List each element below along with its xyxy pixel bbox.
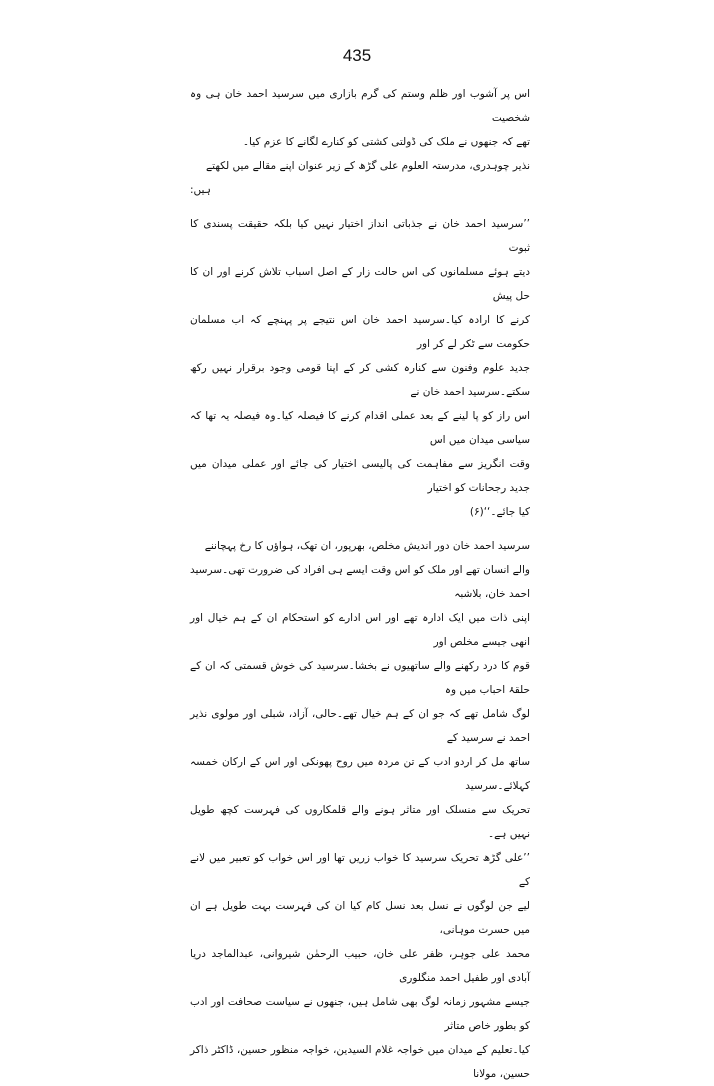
- block-quote-2: ’’علی گڑھ تحریک سرسید کا خواب زریں تھا اور اس خواب کو تعبیر میں لانے کے لیے جن لوگوں نے نسل بعد نسل کام کیا ان کی فہرست بہت طویل ہے ان میں حسرت موہانی، محمد علی جوہر، ظفر علی خان، حبیب الرحمٰن شیروانی، عبدالماجد دریا آبادی اور طفیل احمد منگلوری جیسے مشہور زمانہ لوگ بھی شامل ہیں، جنھوں نے سیاست صحافت اور ادب کو بطور خاص متاثر کیا۔تعلیم کے میدان میں خواجہ غلام السیدین، خواجہ منظور حسین، ڈاکٹر ذاکر حسین، مولانا: [190, 852, 530, 1080]
- citation-intro: نذیر چوہدری، مدرستہ العلوم علی گڑھ کے زیر عنوان اپنے مقالے میں لکھتے: [206, 160, 530, 172]
- block-quote-1: ’’سرسید احمد خان نے جذباتی انداز اختیار نہیں کیا بلکہ حقیقت پسندی کا ثبوت دیتے ہوئے مسلمانوں کی اس حالت زار کے اصل اسباب تلاش کرنے اور ان کا حل پیش کرنے کا ارادہ کیا۔سرسید احمد خان اس نتیجے پر پہنچے کہ اب مسلمان حکومت سے ٹکر لے کر اور جدید علوم وفنون سے کنارہ کشی کر کے اپنا قومی وجود برقرار نہیں رکھ سکتے۔سرسید احمد خان نے اس راز کو پا لینے کے بعد عملی اقدام کرنے کا فیصلہ کیا۔وہ فیصلہ یہ تھا کہ سیاسی میدان میں اس وقت انگریز سے مفاہمت کی پالیسی اختیار کی جائے اور عملی میدان میں جدید رجحانات کو اختیار کیا جائے۔‘‘(۶): [190, 218, 530, 518]
- body-paragraph: سرسید احمد خان دور اندیش مخلص، بھرپور، ان تھک، ہواؤں کا رخ پہچاننے والے انسان تھے اور ملک کو اس وقت ایسے ہی افراد کی ضرورت تھی۔سرسید احمد خان، بلاشبہ اپنی ذات میں ایک ادارہ تھے اور اس ادارے کو استحکام ان کے ہم خیال اور انھی جیسے مخلص اور قوم کا درد رکھنے والے ساتھیوں نے بخشا۔سرسید کی خوش قسمتی کہ ان کے حلقۂ احباب میں وہ لوگ شامل تھے کہ جو ان کے ہم خیال تھے۔حالی، آزاد، شبلی اور مولوی نذیر احمد نے سرسید کے ساتھ مل کر اردو ادب کے تن مردہ میں روح پھونکی اور اس کے ارکان خمسہ کہلائے۔سرسید تحریک سے منسلک اور متاثر ہونے والے قلمکاروں کی فہرست کچھ طویل نہیں ہے۔: [190, 540, 530, 840]
- intro-paragraph: اس پر آشوب اور ظلم وستم کی گرم بازاری میں سرسید احمد خان ہی وہ شخصیت تھے کہ جنھوں نے ملک کی ڈولتی کشتی کو کنارے لگانے کا عزم کیا۔: [190, 88, 530, 148]
- document-body: [190, 82, 530, 1086]
- citation-intro-end: ہیں:: [190, 184, 211, 196]
- page-number: 435: [342, 46, 372, 65]
